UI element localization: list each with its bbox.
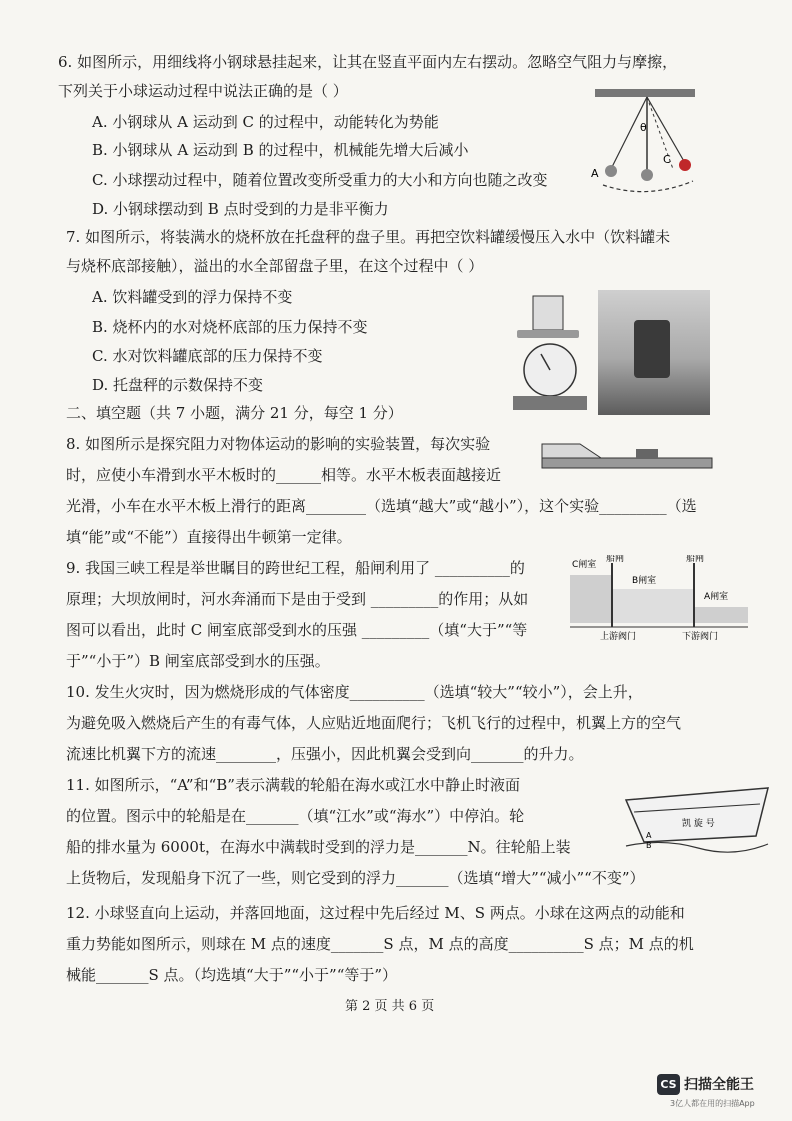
ship-mark-a: A [646,831,652,840]
q12-line-2: 重力势能如图所示，则球在 M 点的速度_______S 点，M 点的高度__________S 点；M 点的机 [66,935,694,953]
pendulum-point-c: C [663,153,671,166]
section-heading: 二、填空题（共 7 小题，满分 21 分，每空 1 分） [66,404,403,422]
q6-stem-line-2: 下列关于小球运动过程中说法正确的是（ ） [58,82,348,100]
lock-c-chamber-label: C闸室 [572,560,597,570]
lock-right-gate-label: 船闸 [686,555,705,564]
q10-line-3: 流速比机翼下方的流速________，压强小，因此机翼会受到向_______的升力。 [66,745,584,763]
ship-figure [622,782,772,857]
lock-a-chamber-label: A闸室 [704,592,729,602]
q10-line-2: 为避免吸入燃烧后产生的有毒气体，人应贴近地面爬行；飞机飞行的过程中，机翼上方的空气 [66,714,682,732]
q6-stem-line-1: 6. 如图所示，用细线将小钢球悬挂起来，让其在竖直平面内左右摆动。忽略空气阻力与摩擦， [58,53,678,71]
pendulum-figure [585,85,715,195]
q12-line-3: 械能_______S 点。（均选填“大于”“小于”“等于”） [66,966,398,984]
lock-left-gate-label: 船闸 [606,555,625,564]
q9-line-2: 原理；大坝放闸时，河水奔涌而下是由于受到 _________的作用；从如 [66,590,529,608]
q8-line-2: 时，应使小车滑到水平木板时的______相等。水平木板表面越接近 [66,466,502,484]
ship-lock-figure [570,555,752,643]
q6-option-c: C. 小球摆动过程中，随着位置改变所受重力的大小和方向也随之改变 [92,171,548,189]
scanner-app-brand: 扫描全能王 [684,1077,754,1093]
can-in-water-photo [598,290,710,415]
q8-line-3: 光滑，小车在水平木板上滑行的距离________（选填“越大”或“越小”），这个实验_________（选 [66,497,697,515]
q9-line-1: 9. 我国三峡工程是举世瞩目的跨世纪工程，船闸利用了 __________的 [66,559,525,577]
ship-name-label: 凯 旋 号 [682,819,715,829]
q10-line-1: 10. 发生火灾时，因为燃烧形成的气体密度__________（选填“较大”“较小”），会上升， [66,683,643,701]
q7-option-a: A. 饮料罐受到的浮力保持不变 [92,288,293,306]
ship-mark-b: B [646,841,652,850]
scanner-app-tagline: 3亿人都在用的扫描App [670,1099,755,1108]
q7-option-d: D. 托盘秤的示数保持不变 [92,376,264,394]
q12-line-1: 12. 小球竖直向上运动，并落回地面，这过程中先后经过 M、S 两点。小球在这两点的动能和 [66,904,685,922]
scanner-app-badge: CS [657,1074,680,1095]
q11-line-3: 船的排水量为 6000t，在海水中满载时受到的浮力是_______N。往轮船上装 [66,838,571,856]
page-footer: 第 2 页 共 6 页 [345,999,435,1014]
q8-line-1: 8. 如图所示是探究阻力对物体运动的影响的实验装置，每次实验 [66,435,491,453]
q6-option-d: D. 小钢球摆动到 B 点时受到的力是非平衡力 [92,200,389,218]
q11-line-4: 上货物后，发现船身下沉了一些，则它受到的浮力_______（选填“增大”“减小”“不变”） [66,869,645,887]
q7-option-b: B. 烧杯内的水对烧杯底部的压力保持不变 [92,318,368,336]
q11-line-2: 的位置。图示中的轮船是在_______（填“江水”或“海水”）中停泊。轮 [66,807,525,825]
q8-line-4: 填“能”或“不能”）直接得出牛顿第一定律。 [66,528,352,546]
pendulum-point-a: A [591,167,599,180]
scale-beaker-figure [505,292,595,417]
q6-option-b: B. 小钢球从 A 运动到 B 的过程中，机械能先增大后减小 [92,141,469,159]
q7-option-c: C. 水对饮料罐底部的压力保持不变 [92,347,323,365]
ramp-board-figure [540,434,715,472]
lock-b-chamber-label: B闸室 [632,576,657,586]
lock-upstream-valve-label: 上游阀门 [600,632,637,642]
q9-line-4: 于”“小于”）B 闸室底部受到水的压强。 [66,652,330,670]
q7-stem-line-1: 7. 如图所示，将装满水的烧杯放在托盘秤的盘子里。再把空饮料罐缓慢压入水中（饮料罐未 [66,228,671,246]
pendulum-theta-label: θ [640,121,647,134]
q7-stem-line-2: 与烧杯底部接触），溢出的水全部留盘子里，在这个过程中（ ） [66,257,484,275]
can-shape [634,320,670,378]
q11-line-1: 11. 如图所示，“A”和“B”表示满载的轮船在海水或江水中静止时液面 [66,776,520,794]
q9-line-3: 图可以看出，此时 C 闸室底部受到水的压强 _________（填“大于”“等 [66,621,528,639]
q6-option-a: A. 小钢球从 A 运动到 C 的过程中，动能转化为势能 [92,113,439,131]
lock-downstream-valve-label: 下游阀门 [682,632,719,642]
